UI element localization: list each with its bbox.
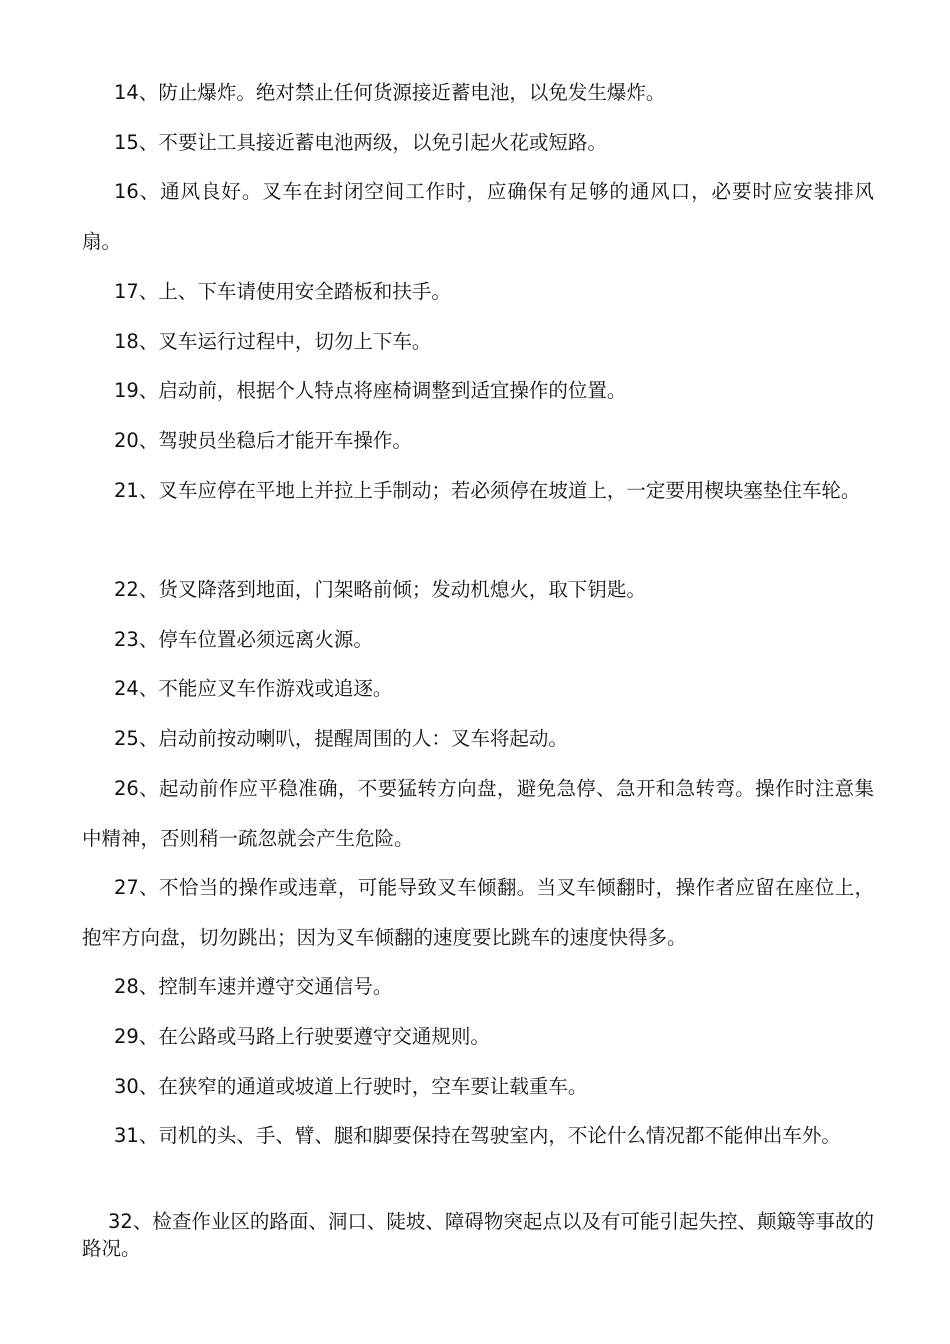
- rule-item-24: 24、不能应叉车作游戏或追逐。: [114, 677, 393, 700]
- rule-item-14: 14、防止爆炸。绝对禁止任何货源接近蓄电池，以免发生爆炸。: [114, 81, 666, 104]
- rule-item-30: 30、在狭窄的通道或坡道上行驶时，空车要让载重车。: [114, 1075, 588, 1098]
- rule-item-20: 20、驾驶员坐稳后才能开车操作。: [114, 429, 412, 452]
- rule-item-25: 25、启动前按动喇叭，提醒周围的人：叉车将起动。: [114, 727, 568, 750]
- rule-item-15: 15、不要让工具接近蓄电池两级，以免引起火花或短路。: [114, 131, 607, 154]
- rule-item-22: 22、货叉降落到地面，门架略前倾；发动机熄火，取下钥匙。: [114, 578, 646, 601]
- rule-item-29: 29、在公路或马路上行驶要遵守交通规则。: [114, 1025, 490, 1048]
- rule-item-31: 31、司机的头、手、臂、腿和脚要保持在驾驶室内，不论什么情况都不能伸出车外。: [114, 1124, 841, 1147]
- rule-item-26: 26、起动前作应平稳准确，不要猛转方向盘，避免急停、急开和急转弯。操作时注意集中精神，否则稍一疏忽就会产生危险。: [82, 777, 874, 850]
- rule-item-16: 16、通风良好。叉车在封闭空间工作时，应确保有足够的通风口，必要时应安装排风扇。: [82, 180, 874, 253]
- rule-item-27: 27、不恰当的操作或违章，可能导致叉车倾翻。当叉车倾翻时，操作者应留在座位上，抱牢方向盘，切勿跳出；因为叉车倾翻的速度要比跳车的速度快得多。: [82, 876, 874, 949]
- rule-item-32: 32、检查作业区的路面、洞口、陡坡、障碍物突起点以及有可能引起失控、颠簸等事故的路况。: [82, 1210, 874, 1260]
- rule-item-28: 28、控制车速并遵守交通信号。: [114, 975, 393, 998]
- rule-item-18: 18、叉车运行过程中，切勿上下车。: [114, 330, 432, 353]
- rule-item-21: 21、叉车应停在平地上并拉上手制动；若必须停在坡道上，一定要用楔块塞垫住车轮。: [114, 479, 861, 502]
- rule-item-23: 23、停车位置必须远离火源。: [114, 628, 373, 651]
- rule-item-19: 19、启动前，根据个人特点将座椅调整到适宜操作的位置。: [114, 379, 627, 402]
- rule-item-17: 17、上、下车请使用安全踏板和扶手。: [114, 280, 451, 303]
